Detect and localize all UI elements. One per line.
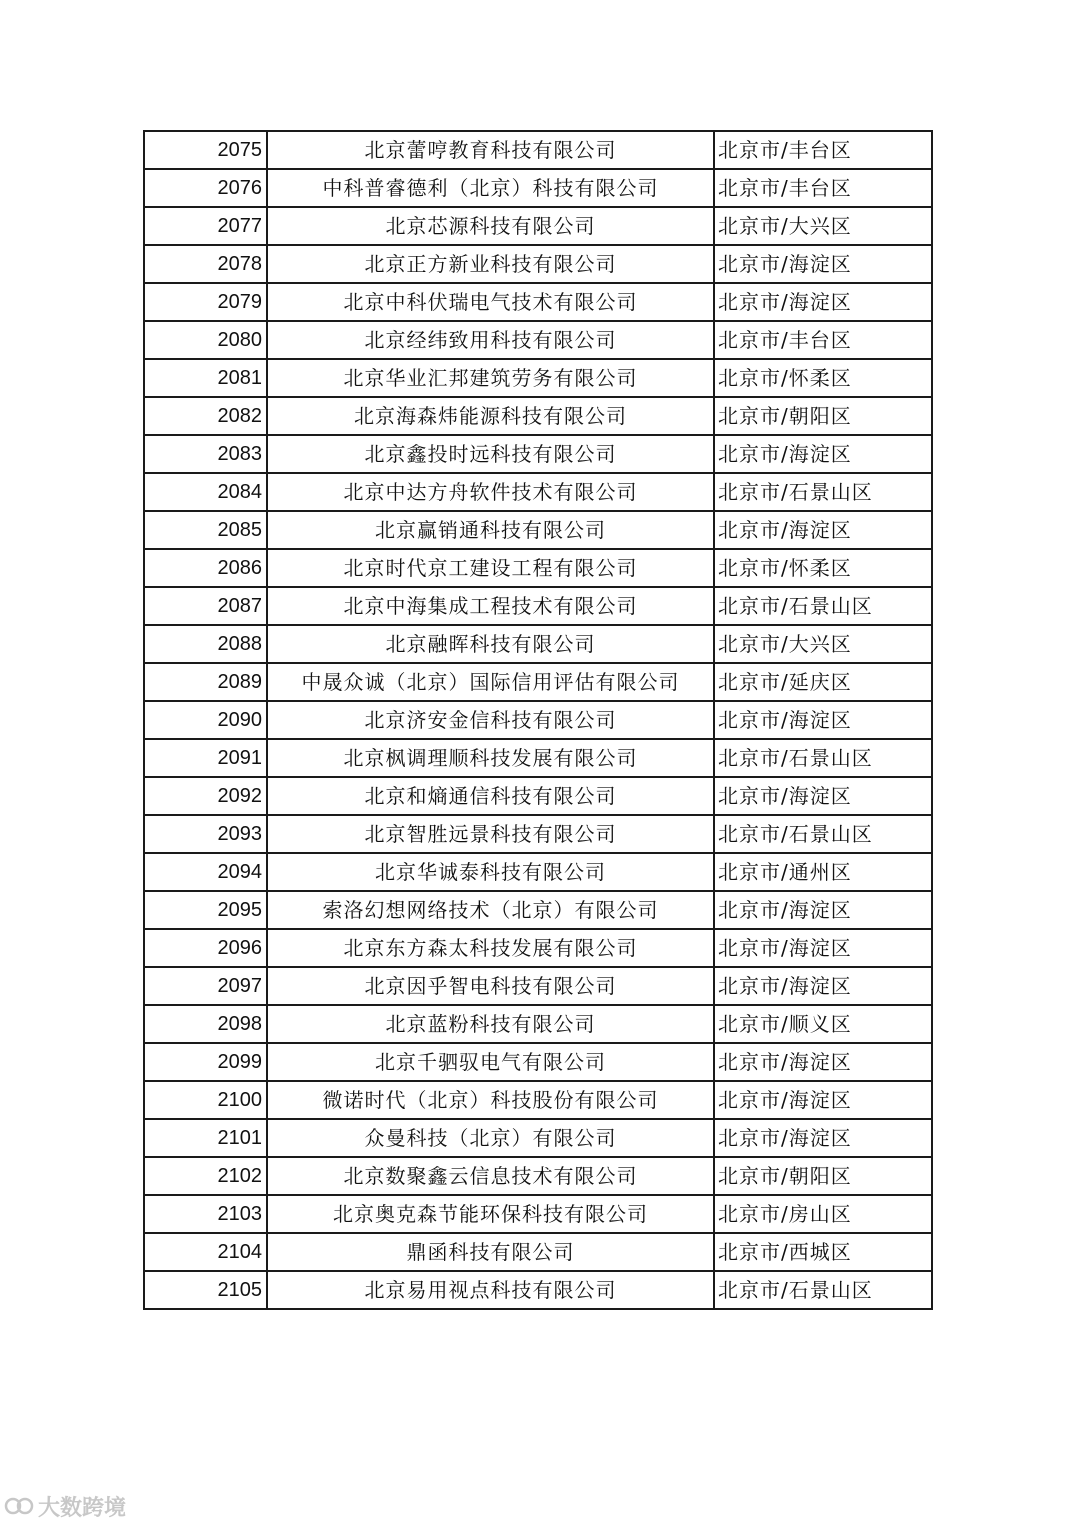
- table-row: [144, 549, 932, 587]
- table-row: [144, 1195, 932, 1233]
- company-name: 北京中达方舟软件技术有限公司: [267, 473, 714, 511]
- table-row: [144, 815, 932, 853]
- company-name: 北京千驷驭电气有限公司: [267, 1043, 714, 1081]
- company-name: 北京融晖科技有限公司: [267, 625, 714, 663]
- table-row: [144, 321, 932, 359]
- table-row: [144, 1005, 932, 1043]
- company-name: 索洛幻想网络技术（北京）有限公司: [267, 891, 714, 929]
- company-district: 北京市/海淀区: [714, 777, 932, 815]
- company-name: 北京正方新业科技有限公司: [267, 245, 714, 283]
- row-number: 2084: [144, 473, 267, 511]
- company-name: 北京时代京工建设工程有限公司: [267, 549, 714, 587]
- company-name: 北京华诚泰科技有限公司: [267, 853, 714, 891]
- table-row: [144, 587, 932, 625]
- row-number: 2092: [144, 777, 267, 815]
- row-number: 2081: [144, 359, 267, 397]
- row-number: 2087: [144, 587, 267, 625]
- company-district: 北京市/房山区: [714, 1195, 932, 1233]
- table-row: [144, 1043, 932, 1081]
- company-name: 北京华业汇邦建筑劳务有限公司: [267, 359, 714, 397]
- row-number: 2086: [144, 549, 267, 587]
- row-number: 2095: [144, 891, 267, 929]
- row-number: 2080: [144, 321, 267, 359]
- company-district: 北京市/大兴区: [714, 207, 932, 245]
- table-row: [144, 359, 932, 397]
- company-name: 北京经纬致用科技有限公司: [267, 321, 714, 359]
- table-row: [144, 473, 932, 511]
- company-name: 北京智胜远景科技有限公司: [267, 815, 714, 853]
- table-row: [144, 1271, 932, 1309]
- company-district: 北京市/海淀区: [714, 701, 932, 739]
- company-district: 北京市/海淀区: [714, 1043, 932, 1081]
- table-row: [144, 169, 932, 207]
- table-row: [144, 701, 932, 739]
- row-number: 2099: [144, 1043, 267, 1081]
- company-district: 北京市/西城区: [714, 1233, 932, 1271]
- company-name: 北京蓝粉科技有限公司: [267, 1005, 714, 1043]
- row-number: 2082: [144, 397, 267, 435]
- table-row: [144, 891, 932, 929]
- company-name: 北京东方森太科技发展有限公司: [267, 929, 714, 967]
- company-name: 北京海森炜能源科技有限公司: [267, 397, 714, 435]
- company-name: 北京芯源科技有限公司: [267, 207, 714, 245]
- company-district: 北京市/通州区: [714, 853, 932, 891]
- company-district: 北京市/海淀区: [714, 891, 932, 929]
- row-number: 2100: [144, 1081, 267, 1119]
- company-district: 北京市/石景山区: [714, 739, 932, 777]
- table-row: [144, 1081, 932, 1119]
- row-number: 2102: [144, 1157, 267, 1195]
- row-number: 2089: [144, 663, 267, 701]
- company-district: 北京市/怀柔区: [714, 359, 932, 397]
- company-name: 北京赢销通科技有限公司: [267, 511, 714, 549]
- table-row: [144, 131, 932, 169]
- company-name: 北京易用视点科技有限公司: [267, 1271, 714, 1309]
- row-number: 2078: [144, 245, 267, 283]
- table-row: [144, 777, 932, 815]
- company-district: 北京市/丰台区: [714, 131, 932, 169]
- company-district: 北京市/石景山区: [714, 815, 932, 853]
- company-name: 北京枫调理顺科技发展有限公司: [267, 739, 714, 777]
- row-number: 2077: [144, 207, 267, 245]
- row-number: 2101: [144, 1119, 267, 1157]
- company-name: 众曼科技（北京）有限公司: [267, 1119, 714, 1157]
- row-number: 2103: [144, 1195, 267, 1233]
- company-district: 北京市/朝阳区: [714, 397, 932, 435]
- company-name: 北京中海集成工程技术有限公司: [267, 587, 714, 625]
- table-row: [144, 625, 932, 663]
- row-number: 2096: [144, 929, 267, 967]
- company-name: 北京鑫投时远科技有限公司: [267, 435, 714, 473]
- company-name: 中科普睿德利（北京）科技有限公司: [267, 169, 714, 207]
- row-number: 2098: [144, 1005, 267, 1043]
- row-number: 2085: [144, 511, 267, 549]
- company-district: 北京市/丰台区: [714, 321, 932, 359]
- company-district: 北京市/石景山区: [714, 473, 932, 511]
- company-district: 北京市/朝阳区: [714, 1157, 932, 1195]
- company-district: 北京市/海淀区: [714, 929, 932, 967]
- company-district: 北京市/顺义区: [714, 1005, 932, 1043]
- company-district: 北京市/延庆区: [714, 663, 932, 701]
- company-name: 北京数聚鑫云信息技术有限公司: [267, 1157, 714, 1195]
- company-table: [143, 130, 933, 1310]
- company-district: 北京市/丰台区: [714, 169, 932, 207]
- company-district: 北京市/海淀区: [714, 435, 932, 473]
- row-number: 2104: [144, 1233, 267, 1271]
- company-table-body: [144, 131, 932, 1309]
- company-name: 北京奥克森节能环保科技有限公司: [267, 1195, 714, 1233]
- company-district: 北京市/大兴区: [714, 625, 932, 663]
- company-district: 北京市/海淀区: [714, 1081, 932, 1119]
- watermark-text: 大数跨境: [38, 1495, 127, 1521]
- table-row: [144, 739, 932, 777]
- company-name: 北京蕾哼教育科技有限公司: [267, 131, 714, 169]
- row-number: 2079: [144, 283, 267, 321]
- company-district: 北京市/海淀区: [714, 245, 932, 283]
- row-number: 2091: [144, 739, 267, 777]
- company-name: 鼎函科技有限公司: [267, 1233, 714, 1271]
- company-district: 北京市/怀柔区: [714, 549, 932, 587]
- brand-logo-icon: [4, 1494, 34, 1518]
- table-row: [144, 967, 932, 1005]
- company-district: 北京市/海淀区: [714, 1119, 932, 1157]
- row-number: 2093: [144, 815, 267, 853]
- table-row: [144, 207, 932, 245]
- company-name: 北京因乎智电科技有限公司: [267, 967, 714, 1005]
- table-row: [144, 1233, 932, 1271]
- company-name: 北京中科伏瑞电气技术有限公司: [267, 283, 714, 321]
- row-number: 2090: [144, 701, 267, 739]
- table-row: [144, 1157, 932, 1195]
- company-district: 北京市/石景山区: [714, 587, 932, 625]
- table-row: [144, 245, 932, 283]
- watermark: [4, 1492, 126, 1520]
- company-district: 北京市/海淀区: [714, 511, 932, 549]
- table-row: [144, 511, 932, 549]
- table-row: [144, 283, 932, 321]
- company-district: 北京市/石景山区: [714, 1271, 932, 1309]
- company-name: 中晟众诚（北京）国际信用评估有限公司: [267, 663, 714, 701]
- company-district: 北京市/海淀区: [714, 967, 932, 1005]
- row-number: 2097: [144, 967, 267, 1005]
- company-name: 北京济安金信科技有限公司: [267, 701, 714, 739]
- row-number: 2105: [144, 1271, 267, 1309]
- row-number: 2075: [144, 131, 267, 169]
- table-row: [144, 435, 932, 473]
- company-district: 北京市/海淀区: [714, 283, 932, 321]
- table-row: [144, 929, 932, 967]
- row-number: 2083: [144, 435, 267, 473]
- table-row: [144, 397, 932, 435]
- table-row: [144, 1119, 932, 1157]
- table-row: [144, 853, 932, 891]
- row-number: 2094: [144, 853, 267, 891]
- row-number: 2076: [144, 169, 267, 207]
- row-number: 2088: [144, 625, 267, 663]
- company-name: 微诺时代（北京）科技股份有限公司: [267, 1081, 714, 1119]
- table-row: [144, 663, 932, 701]
- company-name: 北京和熵通信科技有限公司: [267, 777, 714, 815]
